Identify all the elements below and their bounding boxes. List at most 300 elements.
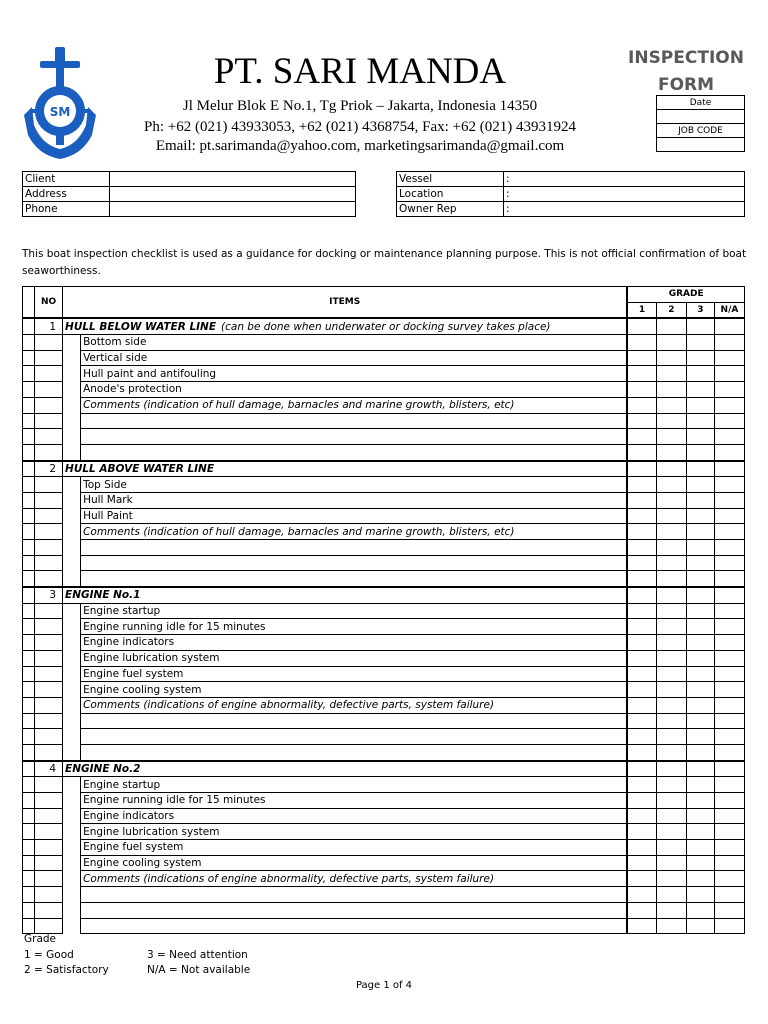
grade-cell-3[interactable]	[686, 619, 714, 635]
comment-line-row	[23, 713, 745, 729]
grade-cell-2[interactable]	[656, 619, 686, 635]
company-name: PT. SARI MANDA	[213, 51, 507, 92]
blank-cell	[23, 824, 35, 840]
no-header: NO	[35, 287, 63, 319]
grade-cell-na[interactable]	[714, 492, 744, 508]
grade-cell-1[interactable]	[627, 587, 656, 603]
grade-cell-2[interactable]	[656, 793, 686, 809]
number-cell	[35, 887, 63, 903]
grade-cell-2[interactable]	[656, 777, 686, 793]
number-cell	[35, 366, 63, 382]
grade-cell-2[interactable]	[656, 603, 686, 619]
grade-cell-3[interactable]	[686, 603, 714, 619]
table-row	[23, 666, 745, 682]
grade-cell-na[interactable]	[714, 744, 744, 760]
grade-cell-2[interactable]	[656, 571, 686, 587]
grade-cell-1[interactable]	[627, 887, 656, 903]
blank-cell	[23, 350, 35, 366]
grade-cell-3[interactable]	[686, 524, 714, 540]
indent-cell	[63, 444, 81, 460]
grade-cell-2[interactable]	[656, 682, 686, 698]
grade-col-1: 1	[627, 302, 656, 318]
grade-cell-3[interactable]	[686, 366, 714, 382]
table-row	[23, 366, 745, 382]
grade-cell-3[interactable]	[686, 650, 714, 666]
grade-cell-1[interactable]	[627, 635, 656, 651]
grade-cell-na[interactable]	[714, 855, 744, 871]
grade-cell-na[interactable]	[714, 840, 744, 856]
blank-cell	[23, 761, 35, 777]
grade-cell-1[interactable]	[627, 366, 656, 382]
indent-cell	[63, 840, 81, 856]
grade-cell-2[interactable]	[656, 413, 686, 429]
grade-cell-2[interactable]	[656, 587, 686, 603]
grade-col-2: 2	[656, 302, 686, 318]
grade-cell-3[interactable]	[686, 397, 714, 413]
grade-cell-1[interactable]	[627, 335, 656, 351]
grade-cell-2[interactable]	[656, 635, 686, 651]
grade-cell-2[interactable]	[656, 744, 686, 760]
grade-cell-3[interactable]	[686, 666, 714, 682]
comment-line[interactable]	[81, 729, 628, 745]
table-row	[23, 335, 745, 351]
grade-cell-na[interactable]	[714, 429, 744, 445]
indent-cell	[63, 793, 81, 809]
number-cell	[35, 540, 63, 556]
date-field[interactable]	[657, 110, 745, 124]
grade-cell-3[interactable]	[686, 902, 714, 918]
grade-cell-1[interactable]	[627, 571, 656, 587]
item-label: Hull paint and antifouling	[81, 366, 628, 382]
item-label: Vertical side	[81, 350, 628, 366]
grade-cell-na[interactable]	[714, 335, 744, 351]
grade-cell-2[interactable]	[656, 697, 686, 713]
item-label: Engine startup	[81, 777, 628, 793]
item-label: Engine startup	[81, 603, 628, 619]
grade-cell-3[interactable]	[686, 808, 714, 824]
grade-cell-3[interactable]	[686, 555, 714, 571]
comment-line[interactable]	[81, 429, 628, 445]
grade-cell-2[interactable]	[656, 713, 686, 729]
client-info-table	[22, 171, 356, 217]
grade-cell-3[interactable]	[686, 729, 714, 745]
grade-cell-2[interactable]	[656, 492, 686, 508]
comment-line[interactable]	[81, 444, 628, 460]
item-label: Engine lubrication system	[81, 650, 628, 666]
location-field[interactable]: :	[504, 187, 745, 202]
blank-cell	[23, 366, 35, 382]
blank-cell	[23, 413, 35, 429]
number-cell	[35, 697, 63, 713]
legend-satisfactory: 2 = Satisfactory	[24, 964, 109, 976]
grade-cell-na[interactable]	[714, 650, 744, 666]
grade-cell-2[interactable]	[656, 840, 686, 856]
grade-cell-na[interactable]	[714, 318, 744, 334]
item-label: Engine fuel system	[81, 666, 628, 682]
number-cell	[35, 666, 63, 682]
grade-cell-na[interactable]	[714, 587, 744, 603]
grade-cell-na[interactable]	[714, 918, 744, 934]
blank-cell	[23, 587, 35, 603]
owner-rep-field[interactable]: :	[504, 202, 745, 217]
grade-cell-na[interactable]	[714, 571, 744, 587]
grade-cell-3[interactable]	[686, 744, 714, 760]
grade-cell-1[interactable]	[627, 744, 656, 760]
grade-cell-na[interactable]	[714, 382, 744, 398]
number-cell	[35, 571, 63, 587]
grade-cell-3[interactable]	[686, 413, 714, 429]
grade-cell-na[interactable]	[714, 902, 744, 918]
indent-cell	[63, 744, 81, 760]
grade-cell-na[interactable]	[714, 887, 744, 903]
grade-cell-2[interactable]	[656, 429, 686, 445]
blank-cell	[23, 318, 35, 334]
comment-line-row	[23, 444, 745, 460]
indent-cell	[63, 555, 81, 571]
indent-cell	[63, 855, 81, 871]
grade-cell-na[interactable]	[714, 697, 744, 713]
grade-cell-2[interactable]	[656, 761, 686, 777]
number-cell	[35, 871, 63, 887]
grade-cell-2[interactable]	[656, 918, 686, 934]
grade-cell-na[interactable]	[714, 603, 744, 619]
vessel-field[interactable]: :	[504, 172, 745, 187]
grade-cell-3[interactable]	[686, 461, 714, 477]
grade-cell-3[interactable]	[686, 682, 714, 698]
grade-cell-2[interactable]	[656, 902, 686, 918]
legend-good: 1 = Good	[24, 949, 74, 961]
section-row	[23, 318, 745, 334]
address-label: Address	[23, 187, 110, 202]
item-label: Bottom side	[81, 335, 628, 351]
grade-cell-1[interactable]	[627, 666, 656, 682]
grade-cell-na[interactable]	[714, 824, 744, 840]
comment-label: Comments (indications of engine abnormality, defective parts, system failure)	[81, 697, 628, 713]
blank-cell	[23, 840, 35, 856]
item-label: Engine running idle for 15 minutes	[81, 793, 628, 809]
number-cell	[35, 524, 63, 540]
form-title-line1: INSPECTION	[628, 48, 744, 68]
section-title-text: HULL ABOVE WATER LINE	[65, 462, 214, 475]
grade-cell-1[interactable]	[627, 429, 656, 445]
blank-cell	[23, 492, 35, 508]
company-phone: Ph: +62 (021) 43933053, +62 (021) 4368754, Fax: +62 (021) 43931924	[143, 119, 577, 135]
indent-cell	[63, 871, 81, 887]
grade-cell-na[interactable]	[714, 524, 744, 540]
grade-cell-2[interactable]	[656, 650, 686, 666]
grade-cell-2[interactable]	[656, 729, 686, 745]
grade-cell-1[interactable]	[627, 444, 656, 460]
grade-cell-3[interactable]	[686, 871, 714, 887]
grade-cell-1[interactable]	[627, 382, 656, 398]
indent-cell	[63, 824, 81, 840]
grade-cell-1[interactable]	[627, 603, 656, 619]
comment-line-row	[23, 918, 745, 934]
grade-cell-na[interactable]	[714, 635, 744, 651]
grade-cell-1[interactable]	[627, 508, 656, 524]
grade-cell-3[interactable]	[686, 761, 714, 777]
comment-line[interactable]	[81, 887, 628, 903]
indent-cell	[63, 397, 81, 413]
comment-line[interactable]	[81, 918, 628, 934]
blank-cell	[23, 682, 35, 698]
grade-cell-na[interactable]	[714, 508, 744, 524]
company-address: Jl Melur Blok E No.1, Tg Priok – Jakarta, Indonesia 14350	[182, 98, 538, 114]
grade-cell-3[interactable]	[686, 697, 714, 713]
indent-cell	[63, 682, 81, 698]
comment-line-row	[23, 571, 745, 587]
grade-cell-2[interactable]	[656, 366, 686, 382]
comment-line[interactable]	[81, 744, 628, 760]
item-label: Engine cooling system	[81, 682, 628, 698]
grade-cell-na[interactable]	[714, 397, 744, 413]
blank-cell	[23, 650, 35, 666]
grade-cell-3[interactable]	[686, 429, 714, 445]
grade-cell-na[interactable]	[714, 729, 744, 745]
grade-cell-1[interactable]	[627, 697, 656, 713]
grade-cell-1[interactable]	[627, 682, 656, 698]
section-number: 2	[35, 461, 63, 477]
grade-cell-na[interactable]	[714, 713, 744, 729]
grade-cell-2[interactable]	[656, 524, 686, 540]
comment-row	[23, 397, 745, 413]
indent-cell	[63, 382, 81, 398]
grade-cell-3[interactable]	[686, 508, 714, 524]
blank-cell	[23, 793, 35, 809]
grade-cell-2[interactable]	[656, 808, 686, 824]
grade-cell-na[interactable]	[714, 540, 744, 556]
number-cell	[35, 477, 63, 493]
number-cell	[35, 729, 63, 745]
comment-line[interactable]	[81, 571, 628, 587]
grade-cell-1[interactable]	[627, 555, 656, 571]
grade-cell-na[interactable]	[714, 477, 744, 493]
grade-cell-1[interactable]	[627, 729, 656, 745]
grade-cell-na[interactable]	[714, 682, 744, 698]
number-cell	[35, 508, 63, 524]
job-code-field[interactable]	[657, 138, 745, 152]
grade-cell-2[interactable]	[656, 335, 686, 351]
grade-cell-2[interactable]	[656, 855, 686, 871]
grade-cell-na[interactable]	[714, 555, 744, 571]
section-number: 4	[35, 761, 63, 777]
comment-line[interactable]	[81, 555, 628, 571]
section-row	[23, 761, 745, 777]
blank-cell	[23, 744, 35, 760]
item-label: Hull Paint	[81, 508, 628, 524]
section-title	[63, 761, 628, 777]
grade-cell-1[interactable]	[627, 918, 656, 934]
grade-cell-na[interactable]	[714, 461, 744, 477]
blank-cell	[23, 697, 35, 713]
comment-line[interactable]	[81, 540, 628, 556]
grade-cell-3[interactable]	[686, 713, 714, 729]
grade-cell-na[interactable]	[714, 619, 744, 635]
grade-cell-3[interactable]	[686, 382, 714, 398]
grade-cell-3[interactable]	[686, 350, 714, 366]
grade-cell-2[interactable]	[656, 555, 686, 571]
section-title	[63, 318, 628, 334]
grade-cell-na[interactable]	[714, 444, 744, 460]
grade-cell-1[interactable]	[627, 650, 656, 666]
comment-line[interactable]	[81, 413, 628, 429]
client-field[interactable]	[110, 172, 356, 187]
grade-cell-2[interactable]	[656, 887, 686, 903]
grade-cell-3[interactable]	[686, 840, 714, 856]
indent-cell	[63, 603, 81, 619]
grade-cell-3[interactable]	[686, 477, 714, 493]
grade-cell-1[interactable]	[627, 808, 656, 824]
comment-row	[23, 697, 745, 713]
table-row	[23, 492, 745, 508]
number-cell	[35, 350, 63, 366]
grade-cell-1[interactable]	[627, 524, 656, 540]
grade-cell-1[interactable]	[627, 492, 656, 508]
grade-cell-3[interactable]	[686, 587, 714, 603]
grade-cell-1[interactable]	[627, 397, 656, 413]
grade-cell-3[interactable]	[686, 571, 714, 587]
grade-cell-2[interactable]	[656, 824, 686, 840]
address-field[interactable]	[110, 187, 356, 202]
phone-field[interactable]	[110, 202, 356, 217]
grade-cell-1[interactable]	[627, 840, 656, 856]
grade-cell-2[interactable]	[656, 461, 686, 477]
number-cell	[35, 824, 63, 840]
table-row	[23, 477, 745, 493]
grade-cell-1[interactable]	[627, 540, 656, 556]
grade-cell-3[interactable]	[686, 793, 714, 809]
grade-cell-1[interactable]	[627, 318, 656, 334]
section-title	[63, 587, 628, 603]
grade-cell-1[interactable]	[627, 713, 656, 729]
grade-cell-3[interactable]	[686, 855, 714, 871]
grade-cell-2[interactable]	[656, 477, 686, 493]
grade-cell-3[interactable]	[686, 887, 714, 903]
grade-cell-1[interactable]	[627, 350, 656, 366]
grade-cell-2[interactable]	[656, 871, 686, 887]
grade-cell-1[interactable]	[627, 902, 656, 918]
blank-cell	[23, 444, 35, 460]
grade-cell-3[interactable]	[686, 444, 714, 460]
grade-cell-2[interactable]	[656, 318, 686, 334]
grade-cell-3[interactable]	[686, 318, 714, 334]
grade-cell-1[interactable]	[627, 461, 656, 477]
grade-cell-3[interactable]	[686, 918, 714, 934]
grade-cell-na[interactable]	[714, 777, 744, 793]
grade-cell-2[interactable]	[656, 382, 686, 398]
indent-cell	[63, 524, 81, 540]
item-label: Hull Mark	[81, 492, 628, 508]
grade-cell-3[interactable]	[686, 492, 714, 508]
indent-cell	[63, 666, 81, 682]
comment-line[interactable]	[81, 713, 628, 729]
grade-cell-1[interactable]	[627, 824, 656, 840]
comment-row	[23, 871, 745, 887]
number-cell	[35, 397, 63, 413]
grade-cell-2[interactable]	[656, 397, 686, 413]
section-row	[23, 461, 745, 477]
blank-cell	[23, 461, 35, 477]
form-title-line2: FORM	[657, 75, 715, 95]
grade-cell-3[interactable]	[686, 777, 714, 793]
grade-cell-1[interactable]	[627, 761, 656, 777]
blank-cell	[23, 524, 35, 540]
number-cell	[35, 713, 63, 729]
grade-cell-2[interactable]	[656, 666, 686, 682]
grade-cell-1[interactable]	[627, 619, 656, 635]
grade-cell-3[interactable]	[686, 824, 714, 840]
table-row	[23, 855, 745, 871]
item-label: Engine cooling system	[81, 855, 628, 871]
grade-cell-1[interactable]	[627, 477, 656, 493]
comment-line-row	[23, 540, 745, 556]
item-label: Engine lubrication system	[81, 824, 628, 840]
blank-cell	[23, 855, 35, 871]
number-cell	[35, 619, 63, 635]
blank-cell	[23, 603, 35, 619]
grade-col-3: 3	[686, 302, 714, 318]
grade-cell-2[interactable]	[656, 508, 686, 524]
indent-cell	[63, 777, 81, 793]
grade-cell-1[interactable]	[627, 871, 656, 887]
indent-cell	[63, 429, 81, 445]
comment-line-row	[23, 744, 745, 760]
number-cell	[35, 902, 63, 918]
comment-row	[23, 524, 745, 540]
grade-cell-1[interactable]	[627, 855, 656, 871]
grade-cell-na[interactable]	[714, 413, 744, 429]
grade-cell-na[interactable]	[714, 366, 744, 382]
indent-cell	[63, 477, 81, 493]
grade-cell-2[interactable]	[656, 350, 686, 366]
section-row	[23, 587, 745, 603]
grade-cell-na[interactable]	[714, 666, 744, 682]
blank-cell	[23, 729, 35, 745]
number-cell	[35, 682, 63, 698]
grade-cell-na[interactable]	[714, 871, 744, 887]
grade-cell-1[interactable]	[627, 413, 656, 429]
comment-line[interactable]	[81, 902, 628, 918]
comment-line-row	[23, 902, 745, 918]
grade-cell-na[interactable]	[714, 793, 744, 809]
grade-cell-2[interactable]	[656, 540, 686, 556]
indent-cell	[63, 540, 81, 556]
blank-cell	[23, 429, 35, 445]
grade-cell-na[interactable]	[714, 350, 744, 366]
grade-cell-1[interactable]	[627, 793, 656, 809]
blank-cell	[23, 808, 35, 824]
number-cell	[35, 603, 63, 619]
grade-cell-na[interactable]	[714, 808, 744, 824]
table-row	[23, 650, 745, 666]
grade-cell-3[interactable]	[686, 540, 714, 556]
indent-cell	[63, 335, 81, 351]
grade-cell-1[interactable]	[627, 777, 656, 793]
table-row	[23, 382, 745, 398]
item-label: Engine running idle for 15 minutes	[81, 619, 628, 635]
indent-cell	[63, 619, 81, 635]
grade-cell-3[interactable]	[686, 635, 714, 651]
number-cell	[35, 635, 63, 651]
blank-cell	[23, 508, 35, 524]
number-cell	[35, 429, 63, 445]
grade-cell-3[interactable]	[686, 335, 714, 351]
number-cell	[35, 808, 63, 824]
grade-cell-na[interactable]	[714, 761, 744, 777]
grade-cell-2[interactable]	[656, 444, 686, 460]
table-row	[23, 777, 745, 793]
comment-line-row	[23, 555, 745, 571]
